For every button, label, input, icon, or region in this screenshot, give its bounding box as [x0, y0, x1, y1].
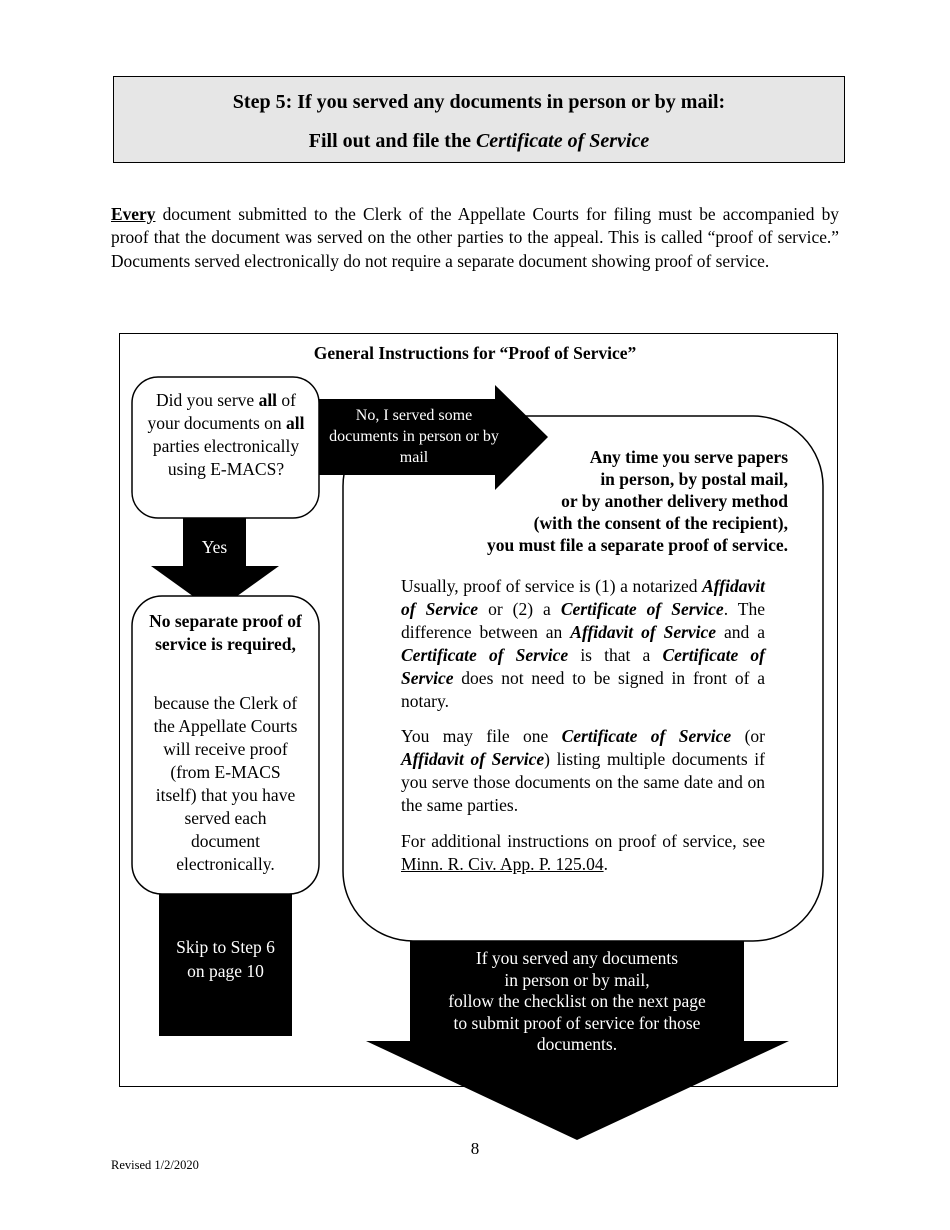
- flowchart-title: General Instructions for “Proof of Service”: [313, 343, 637, 363]
- certificate-of-service-italic: Certificate of Service: [475, 130, 650, 152]
- revised-date: Revised 1/2/2020: [111, 1158, 199, 1172]
- skip-step-text: Skip to Step 6 on page 10: [176, 937, 275, 981]
- multiple-documents-paragraph: You may file one Certificate of Service (or Affidavit of Service) listing multiple documents if you serve those documents on the same date and on the same parties.: [401, 726, 765, 815]
- question-text: Did you serve all of your documents on all parties electronically using E-MACS?: [147, 390, 305, 479]
- rule-link[interactable]: Minn. R. Civ. App. P. 125.04: [401, 854, 604, 874]
- additional-instructions-paragraph: For additional instructions on proof of service, see Minn. R. Civ. App. P. 125.04.: [401, 831, 765, 874]
- step-title: Step 5: If you served any documents in person or by mail:: [232, 91, 726, 113]
- no-arrow-label: No, I served some documents in person or by mail: [329, 407, 499, 466]
- intro-paragraph: Every document submitted to the Clerk of the Appellate Courts for filing must be accompanied by proof that the document was served on the other parties to the appeal. This is called “proof of service.” Documents served electronically do not require a separate document showing proof of service.: [111, 204, 839, 271]
- no-separate-heading: No separate proof of service is required,: [149, 611, 302, 654]
- yes-label: Yes: [201, 537, 228, 557]
- step-subtitle: Fill out and file the Certificate of Service: [308, 130, 650, 152]
- no-separate-body: because the Clerk of the Appellate Courts will receive proof (from E-MACS itself) that you have served each document electronically.: [153, 693, 298, 874]
- any-time-text: Any time you serve papers in person, by postal mail, or by another delivery method (with the consent of the recipient), you must file a separate proof of service.: [486, 447, 788, 555]
- intro-emphasis: Every: [111, 204, 156, 224]
- page-number: 8: [470, 1139, 480, 1158]
- proof-explanation-paragraph: Usually, proof of service is (1) a notarized Affidavit of Service or (2) a Certificate of Service. The difference between an Affidavit of Service and a Certificate of Service is that a Certificate of Service does not need to be signed in front of a notary.: [401, 576, 766, 711]
- bottom-arrow-text: If you served any documents in person or by mail, follow the checklist on the next page to submit proof of service for those documents.: [448, 948, 706, 1054]
